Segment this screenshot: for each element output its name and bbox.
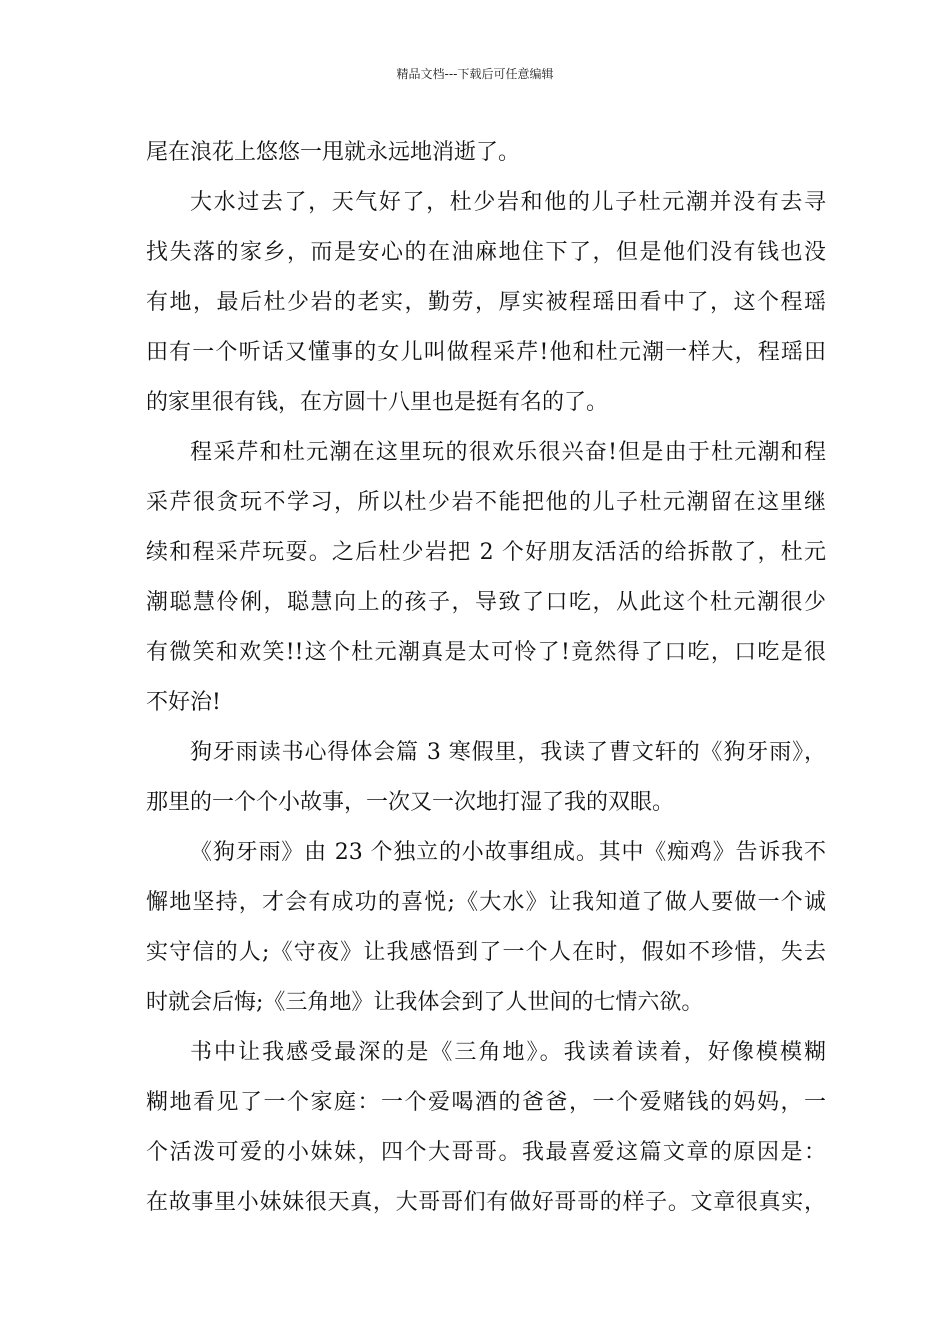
paragraph-start-line: 书中让我感受最深的是《三角地》。我读着读着，好像模模糊 [190,1040,826,1065]
text-line: 时就会后悔;《三角地》让我体会到了人世间的七情六欲。 [146,990,704,1015]
text-line: 懈地坚持，才会有成功的喜悦;《大水》让我知道了做人要做一个诚 [146,890,826,915]
text-line: 有微笑和欢笑!!这个杜元潮真是太可怜了!竟然得了口吃，口吃是很 [146,640,826,665]
text-line: 找失落的家乡，而是安心的在油麻地住下了，但是他们没有钱也没 [146,240,826,265]
text-line: 潮聪慧伶俐，聪慧向上的孩子，导致了口吃，从此这个杜元潮很少 [146,590,826,615]
text-line: 在故事里小妹妹很天真，大哥哥们有做好哥哥的样子。文章很真实， [146,1190,826,1215]
text-line: 那里的一个个小故事，一次又一次地打湿了我的双眼。 [146,790,675,815]
text-line: 不好治! [146,690,221,715]
text-line: 实守信的人;《守夜》让我感悟到了一个人在时，假如不珍惜，失去 [146,940,826,965]
text-line: 田有一个听话又懂事的女儿叫做程采芹!他和杜元潮一样大，程瑶田 [146,340,826,365]
text-line: 采芹很贪玩不学习，所以杜少岩不能把他的儿子杜元潮留在这里继 [146,490,826,515]
paragraph-start-line: 程采芹和杜元潮在这里玩的很欢乐很兴奋!但是由于杜元潮和程 [190,440,826,465]
text-line: 续和程采芹玩耍。之后杜少岩把 2 个好朋友活活的给拆散了，杜元 [146,540,826,565]
page-header: 精品文档---下载后可任意编辑 [396,67,554,81]
text-line: 有地，最后杜少岩的老实，勤劳，厚实被程瑶田看中了，这个程瑶 [146,290,826,315]
document-body [146,128,826,1228]
text-line: 糊地看见了一个家庭：一个爱喝酒的爸爸，一个爱赌钱的妈妈，一 [146,1090,826,1115]
paragraph-start-line: 狗牙雨读书心得体会篇 3 寒假里，我读了曹文轩的《狗牙雨》， [190,740,826,765]
paragraph-start-line: 《狗牙雨》由 23 个独立的小故事组成。其中《痴鸡》告诉我不 [190,840,826,865]
paragraph-start-line: 大水过去了，天气好了，杜少岩和他的儿子杜元潮并没有去寻 [190,190,826,215]
text-line: 的家里很有钱，在方圆十八里也是挺有名的了。 [146,390,609,415]
text-line: 尾在浪花上悠悠一甩就永远地消逝了。 [146,140,521,165]
text-line: 个活泼可爱的小妹妹，四个大哥哥。我最喜爱这篇文章的原因是： [146,1140,826,1165]
